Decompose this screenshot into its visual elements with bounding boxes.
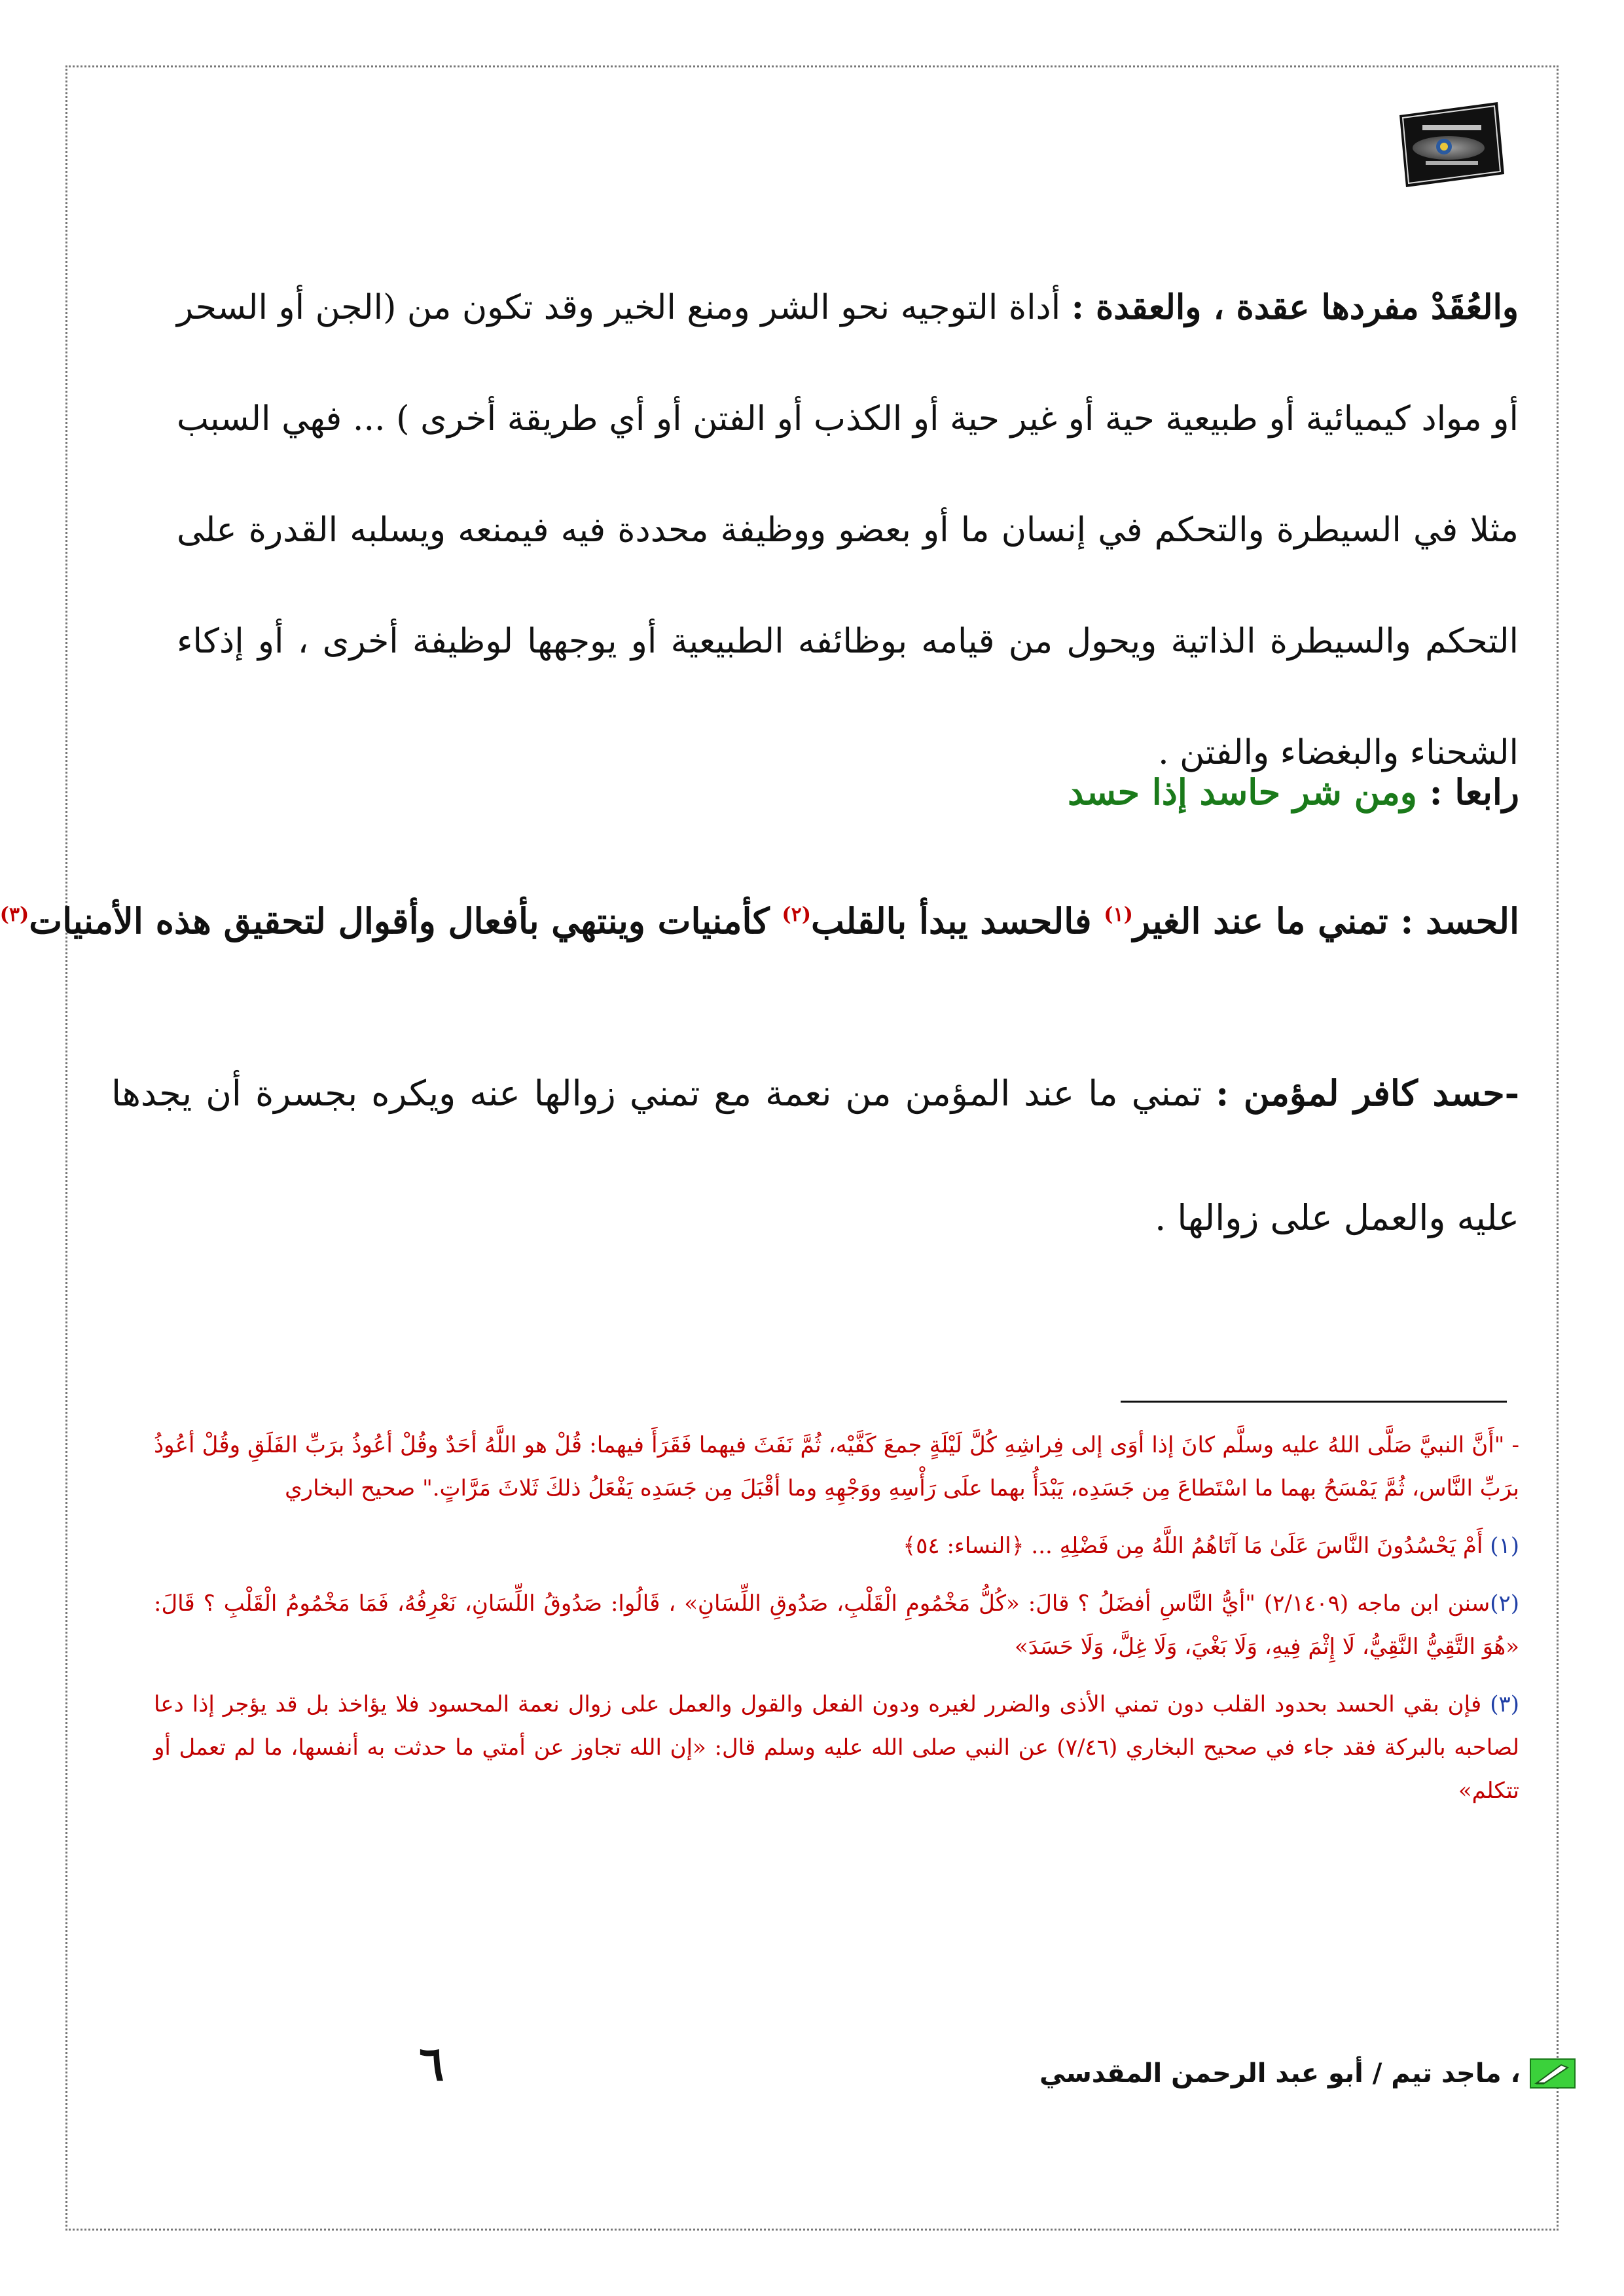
term-uqad-rest: مفردها عقدة ، [1201,287,1431,327]
logo-icon [1386,96,1511,194]
hasad-part-3: كأمنيات وينتهي بأفعال وأقوال لتحقيق هذه الأمنيات [29,900,782,942]
section-heading-4 [1068,771,1519,813]
footnotes [154,1424,1519,1827]
footnote-3 [154,1683,1519,1812]
footnote-ref-2[interactable]: (٢) [782,903,811,926]
section-title: ومن شر حاسد إذا حسد [1068,771,1417,813]
footnote-1 [154,1524,1519,1568]
hasad-definition [0,900,1519,942]
paragraph-kafir [111,1031,1519,1280]
author-footer [1039,2058,1576,2089]
hasad-part-1: الحسد : تمني ما عند الغير [1132,900,1519,942]
footnote-2-number: (٢) [1490,1590,1519,1617]
footnote-2 [154,1582,1519,1668]
footnote-separator [1121,1401,1507,1403]
footnote-3-text: فإن بقي الحسد بحدود القلب دون تمني الأذى والضرر لغيره ودون الفعل والقول والعمل على زوال نعمة المحسود فلا يؤاخذ بل قد يؤجر إذا دعا لصاحبه بالبركة فقد جاء في صحيح البخاري (٧/٤٦) عن النبي صلى الله عليه وسلم قال: «إن الله تجاوز عن أمتي ما حدثت به أنفسها، ما لم تعمل أو تتكلم» [154,1691,1519,1804]
footnote-0: - "أَنَّ النبيَّ صَلَّى اللهُ عليه وسلَّم كانَ إذا أوَى إلى فِراشِهِ كُلَّ لَيْلَةٍ جمعَ كَفَّيْه، ثُمَّ نَفَثَ فيهما فَقَرَأَ فيهما: قُلْ هو اللَّهُ أحَدٌ وقُلْ أعُوذُ برَبِّ الفَلَقِ وقُلْ أعُوذُ برَبِّ النَّاس، ثُمَّ يَمْسَحُ بهما ما اسْتَطاعَ مِن جَسَدِه، يَبْدَأُ بهما علَى رَأْسِهِ ووَجْهِهِ وما أقْبَلَ مِن جَسَدِه يَفْعَلُ ذلكَ ثَلاثَ مَرَّاتٍ." صحيح البخاري [154,1432,1519,1501]
quill-icon [1530,2058,1576,2089]
paragraph-kafir-text: تمني ما عند المؤمن من نعمة مع تمني زوالها عنه ويكره بجسرة أن يجدها عليه والعمل على زوالها . [111,1073,1519,1238]
footnote-ref-3[interactable]: (٣) [0,903,29,926]
footnote-1-text: أَمْ يَحْسُدُونَ النَّاسَ عَلَىٰ مَا آتَاهُمُ اللَّهُ مِن فَضْلِهِ ... ﴿النساء: ٥٤﴾ [903,1533,1490,1559]
footnote-1-number: (١) [1490,1533,1519,1559]
section-label: رابعا : [1416,771,1519,813]
term-uqad: والعُقَدْ [1430,287,1519,327]
footnote-3-number: (٣) [1490,1691,1519,1717]
author-name: ، ماجد تيم / أبو عبد الرحمن المقدسي [1039,2058,1521,2089]
footnote-ref-1[interactable]: (١) [1104,903,1133,926]
term-kafir: -حسد كافر لمؤمن : [1216,1072,1519,1114]
paragraph-uqad-text: أداة التوجيه نحو الشر ومنع الخير وقد تكون من (الجن أو السحر أو مواد كيميائية أو طبيعية حية أو غير حية أو الكذب أو الفتن أو أي طريقة أخرى ) ... فهي السبب مثلا في السيطرة والتحكم في إنسان ما أو بعضو ووظيفة محددة فيه فيمنعه ويسلبه القدرة على التحكم والسيطرة الذاتية ويحول من قيامه بوظائفه الطبيعية أو يوجهها لوظيفة أخرى ، أو إذكاء الشحناء والبغضاء والفتن . [177,288,1519,772]
page-number: ٦ [419,2036,444,2091]
paragraph-uqad [177,252,1519,772]
hasad-part-2: فالحسد يبدأ بالقلب [810,900,1104,942]
footnote-2-text: سنن ابن ماجه (٢/١٤٠٩) "أيُّ النَّاسِ أفضَلُ ؟ قالَ: «كُلُّ مَخْمُومِ الْقَلْبِ، صَدُوقِ اللِّسَانِ» ، قَالُوا: صَدُوقُ اللِّسَانِ، نَعْرِفُهُ، فَمَا مَخْمُومُ الْقَلْبِ ؟ قَالَ: «هُوَ التَّقِيُّ النَّقِيُّ، لَا إِثْمَ فِيهِ، وَلَا بَغْيَ، وَلَا غِلَّ، وَلَا حَسَدَ» [154,1590,1519,1660]
term-uqda: والعقدة : [1071,287,1202,327]
